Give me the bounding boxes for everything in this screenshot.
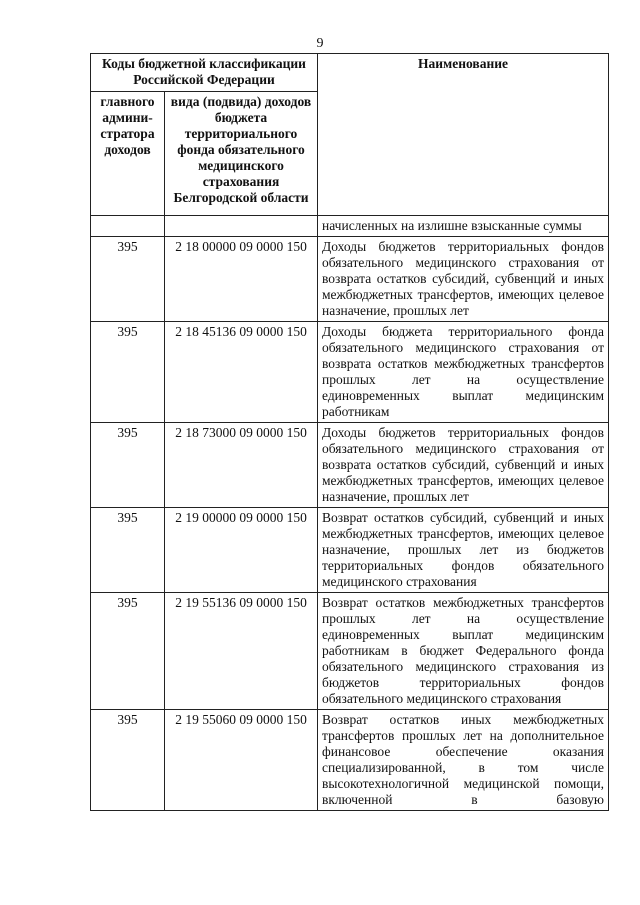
row-income-code: 2 19 55136 09 0000 150 (165, 593, 318, 710)
row-name: Возврат остатков межбюджетных трансфертов прошлых лет на осуществление единовременных выплат медицинским работникам в бюджет Федерального фонда обязательного медицинского страхования из бюджетов территориальных фондов обязательного медицинского страхования (318, 593, 609, 710)
row-name: Доходы бюджета территориального фонда обязательного медицинского страхования от возврата остатков межбюджетных трансфертов прошлых лет на осуществление единовременных выплат медицинским работникам (318, 322, 609, 423)
table-row (91, 423, 609, 508)
row-income-code (165, 216, 318, 237)
row-admin-code: 395 (91, 237, 165, 322)
page-number: 9 (316, 36, 324, 51)
header-col-admin: главного админи-стратора доходов (91, 92, 165, 216)
header-group-title: Коды бюджетной классификации Российской Федерации (91, 54, 318, 92)
header-col-type: вида (подвида) доходов бюджета территориального фонда обязательного медицинского страхования Белгородской области (165, 92, 318, 216)
table-row (91, 322, 609, 423)
row-admin-code: 395 (91, 423, 165, 508)
row-name: Возврат остатков субсидий, субвенций и иных межбюджетных трансфертов, имеющих целевое назначение, прошлых лет из бюджетов территориальных фондов обязательного медицинского страхования (318, 508, 609, 593)
row-admin-code: 395 (91, 710, 165, 811)
row-income-code: 2 18 45136 09 0000 150 (165, 322, 318, 423)
table-header-row (91, 54, 609, 92)
row-name: Доходы бюджетов территориальных фондов обязательного медицинского страхования от возврата остатков субсидий, субвенций и иных межбюджетных трансфертов, имеющих целевое назначение, прошлых лет (318, 237, 609, 322)
row-income-code: 2 19 00000 09 0000 150 (165, 508, 318, 593)
budget-codes-table (90, 53, 609, 811)
header-name-title: Наименование (318, 54, 609, 216)
row-income-code: 2 18 73000 09 0000 150 (165, 423, 318, 508)
row-name: Доходы бюджетов территориальных фондов обязательного медицинского страхования от возврата остатков субсидий, субвенций и иных межбюджетных трансфертов, имеющих целевое назначение, прошлых лет (318, 423, 609, 508)
row-admin-code: 395 (91, 508, 165, 593)
row-income-code: 2 18 00000 09 0000 150 (165, 237, 318, 322)
row-admin-code (91, 216, 165, 237)
row-income-code: 2 19 55060 09 0000 150 (165, 710, 318, 811)
row-name: Возврат остатков иных межбюджетных трансфертов прошлых лет на дополнительное финансовое обеспечение оказания специализированной, в том числе высокотехнологичной медицинской помощи, включенной в базовую (318, 710, 609, 811)
table-row (91, 508, 609, 593)
row-admin-code: 395 (91, 593, 165, 710)
table-row (91, 593, 609, 710)
row-name: начисленных на излишне взысканные суммы (318, 216, 609, 237)
table-row (91, 710, 609, 811)
row-admin-code: 395 (91, 322, 165, 423)
table-row (91, 237, 609, 322)
table-row (91, 216, 609, 237)
